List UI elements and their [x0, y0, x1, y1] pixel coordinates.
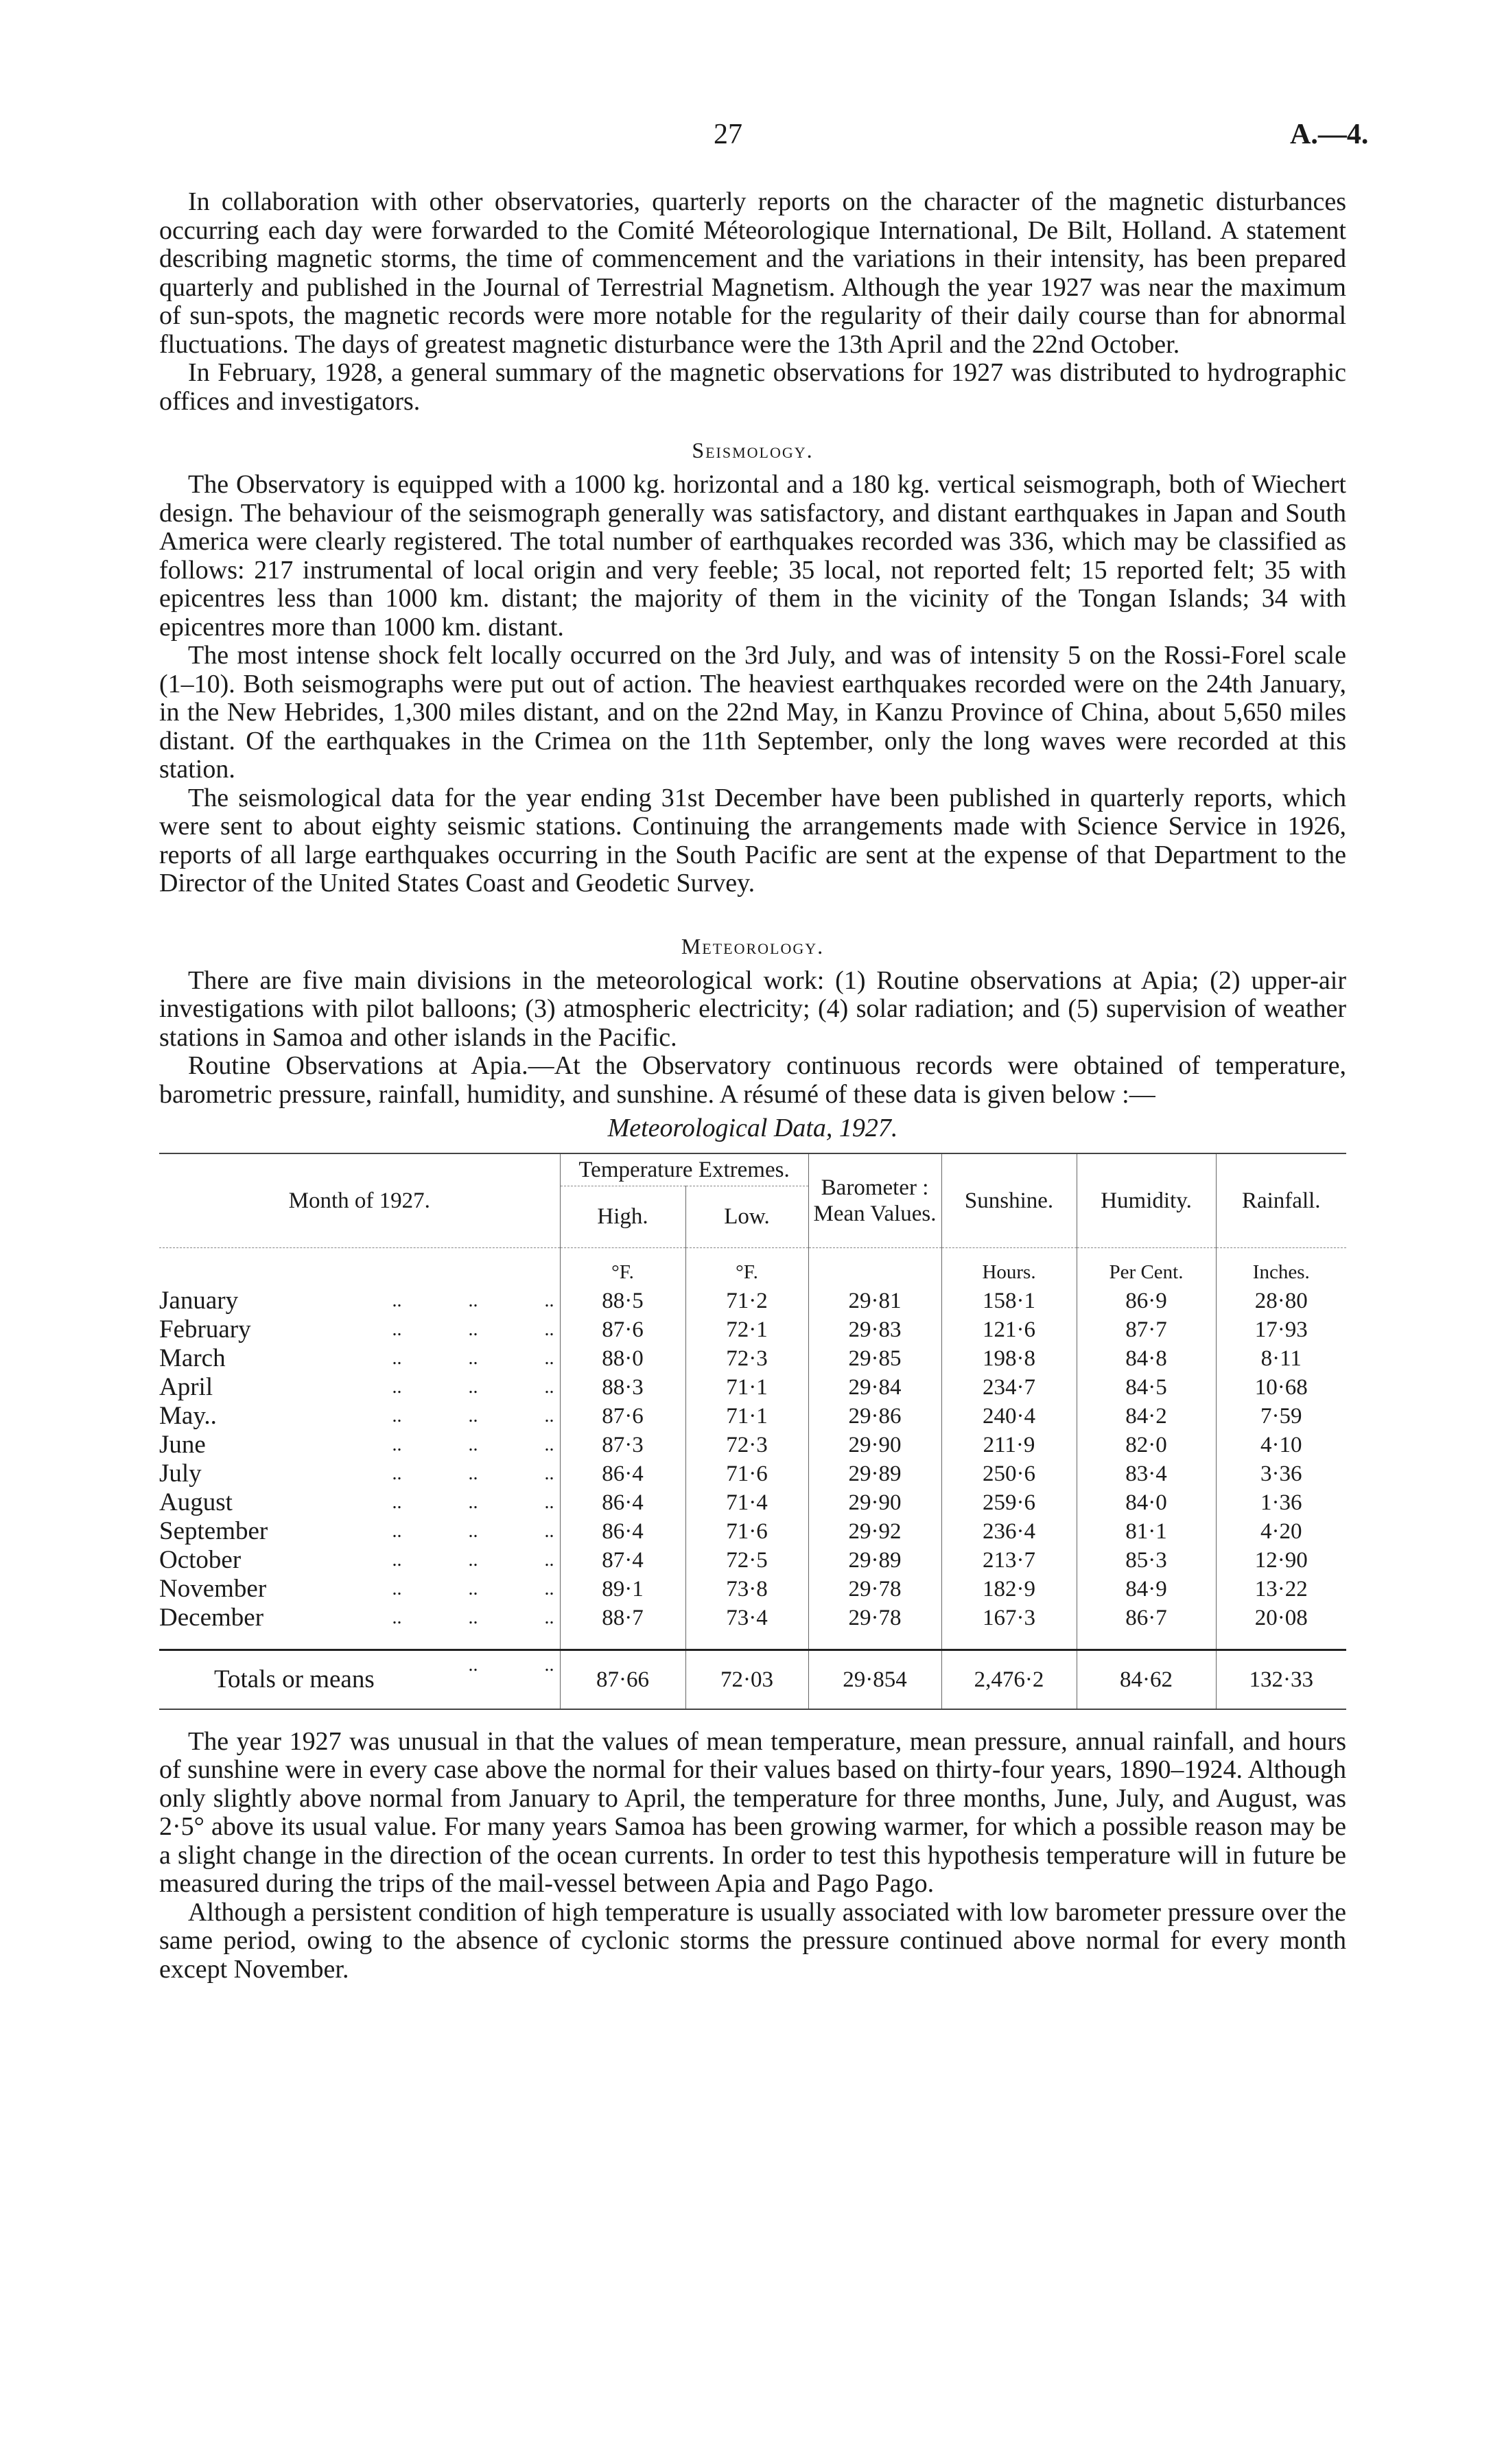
- leader-dots: .. .. ..: [392, 1577, 554, 1599]
- table-row: [159, 1373, 1346, 1402]
- unit-cell: °F.: [685, 1247, 808, 1287]
- value-cell: 84·2: [1077, 1402, 1216, 1431]
- month-label: February: [159, 1315, 251, 1344]
- value-cell: 240·4: [941, 1402, 1077, 1431]
- month-label: September: [159, 1516, 268, 1545]
- spacer-row: [159, 1632, 1346, 1650]
- value-cell: 84·8: [1077, 1344, 1216, 1373]
- value-cell: 88·3: [560, 1373, 685, 1402]
- month-cell: [159, 1575, 560, 1604]
- leader-dots: .. .. ..: [392, 1433, 554, 1455]
- value-cell: 211·9: [941, 1431, 1077, 1459]
- value-cell: 198·8: [941, 1344, 1077, 1373]
- value-cell: 87·4: [560, 1546, 685, 1575]
- value-cell: 167·3: [941, 1604, 1077, 1632]
- header-month: Month of 1927.: [288, 1188, 430, 1213]
- value-cell: 88·0: [560, 1344, 685, 1373]
- total-cell: 87·66: [560, 1650, 685, 1709]
- value-cell: 4·10: [1216, 1431, 1346, 1459]
- header-humidity: Humidity.: [1077, 1153, 1216, 1248]
- value-cell: 72·1: [685, 1315, 808, 1344]
- value-cell: 87·6: [560, 1315, 685, 1344]
- header-rainfall: Rainfall.: [1216, 1153, 1346, 1248]
- value-cell: 86·4: [560, 1459, 685, 1488]
- spacer-cell: [941, 1632, 1077, 1650]
- leader-dots: .. .. ..: [392, 1491, 554, 1513]
- leader-dots: .. ..: [468, 1654, 554, 1676]
- unit-cell: [808, 1247, 941, 1287]
- value-cell: 259·6: [941, 1488, 1077, 1517]
- value-cell: 29·83: [808, 1315, 941, 1344]
- value-cell: 87·6: [560, 1402, 685, 1431]
- month-label: August: [159, 1488, 233, 1516]
- value-cell: 71·6: [685, 1459, 808, 1488]
- document-reference: A.—4.: [1290, 119, 1369, 150]
- leader-dots: .. .. ..: [392, 1289, 554, 1311]
- value-cell: 86·9: [1077, 1287, 1216, 1315]
- paragraph: Routine Observations at Apia.—At the Observatory continuous records were obtained of temperature, barometric pressure, rainfall, humidity, and sunshine. A résumé of these data is given below :—: [159, 1051, 1346, 1109]
- leader-dots: .. .. ..: [392, 1405, 554, 1427]
- total-cell: 132·33: [1216, 1650, 1346, 1709]
- month-label: November: [159, 1574, 267, 1603]
- value-cell: 72·3: [685, 1431, 808, 1459]
- units-row: [159, 1247, 1346, 1287]
- table-row: [159, 1546, 1346, 1575]
- value-cell: 29·81: [808, 1287, 941, 1315]
- table-row: [159, 1315, 1346, 1344]
- totals-row: [159, 1650, 1346, 1709]
- value-cell: 87·3: [560, 1431, 685, 1459]
- leader-dots: .. .. ..: [392, 1318, 554, 1340]
- value-cell: 250·6: [941, 1459, 1077, 1488]
- value-cell: 72·5: [685, 1546, 808, 1575]
- value-cell: 29·78: [808, 1604, 941, 1632]
- value-cell: 85·3: [1077, 1546, 1216, 1575]
- value-cell: 10·68: [1216, 1373, 1346, 1402]
- total-cell: 29·854: [808, 1650, 941, 1709]
- value-cell: 29·85: [808, 1344, 941, 1373]
- table-row: [159, 1431, 1346, 1459]
- value-cell: 121·6: [941, 1315, 1077, 1344]
- value-cell: 12·90: [1216, 1546, 1346, 1575]
- value-cell: 71·1: [685, 1373, 808, 1402]
- value-cell: 29·92: [808, 1517, 941, 1546]
- value-cell: 84·9: [1077, 1575, 1216, 1604]
- paragraph: The Observatory is equipped with a 1000 kg. horizontal and a 180 kg. vertical seismograph, both of Wiechert design. The behaviour of the seismograph generally was satisfactory, and distant earthquakes in Japan and South America were clearly registered. The total number of earthquakes recorded was 336, which may be classified as follows: 217 instrumental of local origin and very feeble; 35 local, not reported felt; 15 reported felt; 35 with epicentres less than 1000 km. distant; the majority of them in the vicinity of the Tongan Islands; 34 with epicentres more than 1000 km. distant.: [159, 470, 1346, 642]
- value-cell: 89·1: [560, 1575, 685, 1604]
- spacer-cell: [1077, 1632, 1216, 1650]
- paragraph: There are five main divisions in the meteorological work: (1) Routine observations at Apia; (2) upper-air investigations with pilot balloons; (3) atmospheric electricity; (4) solar radiation; and (5) supervision of weather stations in Samoa and other islands in the Pacific.: [159, 965, 1346, 1052]
- value-cell: 29·90: [808, 1431, 941, 1459]
- total-cell: 72·03: [685, 1650, 808, 1709]
- value-cell: 84·0: [1077, 1488, 1216, 1517]
- value-cell: 29·84: [808, 1373, 941, 1402]
- value-cell: 8·11: [1216, 1344, 1346, 1373]
- units-spacer: [159, 1247, 560, 1287]
- totals-label: Totals or means: [214, 1665, 375, 1693]
- value-cell: 84·5: [1077, 1373, 1216, 1402]
- value-cell: 7·59: [1216, 1402, 1346, 1431]
- month-cell: [159, 1604, 560, 1632]
- value-cell: 158·1: [941, 1287, 1077, 1315]
- leader-dots: .. .. ..: [392, 1606, 554, 1628]
- value-cell: 87·7: [1077, 1315, 1216, 1344]
- value-cell: 71·6: [685, 1517, 808, 1546]
- value-cell: 71·4: [685, 1488, 808, 1517]
- table-row: [159, 1575, 1346, 1604]
- header-low: Low.: [685, 1186, 808, 1247]
- month-cell: [159, 1402, 560, 1431]
- header-high: High.: [560, 1186, 685, 1247]
- total-cell: 2,476·2: [941, 1650, 1077, 1709]
- table-row: [159, 1402, 1346, 1431]
- paragraph: The seismological data for the year ending 31st December have been published in quarterly reports, which were sent to about eighty seismic stations. Continuing the arrangements made with Science Service in 1926, reports of all large earthquakes occurring in the South Pacific are sent at the expense of that Department to the Director of the United States Coast and Geodetic Survey.: [159, 783, 1346, 897]
- month-label: March: [159, 1344, 226, 1372]
- value-cell: 29·89: [808, 1459, 941, 1488]
- value-cell: 29·86: [808, 1402, 941, 1431]
- value-cell: 20·08: [1216, 1604, 1346, 1632]
- value-cell: 86·4: [560, 1517, 685, 1546]
- value-cell: 1·36: [1216, 1488, 1346, 1517]
- value-cell: 28·80: [1216, 1287, 1346, 1315]
- paragraph: The most intense shock felt locally occurred on the 3rd July, and was of intensity 5 on the Rossi-Forel scale (1–10). Both seismographs were put out of action. The heaviest earthquakes recorded were on the 24th January, in the New Hebrides, 1,300 miles distant, and on the 22nd May, in Kanzu Province of China, about 5,650 miles distant. Of the earthquakes in the Crimea on the 11th September, only the long waves were recorded at this station.: [159, 641, 1346, 784]
- totals-label-cell: [159, 1650, 560, 1709]
- meteorological-data-table: [159, 1153, 1346, 1710]
- value-cell: 29·78: [808, 1575, 941, 1604]
- month-cell: [159, 1344, 560, 1373]
- section-heading-meteorology: Meteorology.: [681, 933, 825, 959]
- paragraph: The year 1927 was unusual in that the values of mean temperature, mean pressure, annual rainfall, and hours of sunshine were in every case above the normal for their values based on thirty-four years, 1890–1924. Although only slightly above normal from January to April, the temperature for three months, June, July, and August, was 2·5° above its usual value. For many years Samoa has been growing warmer, for which a possible reason may be a slight change in the direction of the ocean currents. In order to test this hypothesis temperature will in future be measured during the trips of the mail-vessel between Apia and Pago Pago.: [159, 1726, 1346, 1898]
- month-label: January: [159, 1286, 239, 1315]
- value-cell: 29·90: [808, 1488, 941, 1517]
- value-cell: 13·22: [1216, 1575, 1346, 1604]
- value-cell: 213·7: [941, 1546, 1077, 1575]
- value-cell: 71·1: [685, 1402, 808, 1431]
- value-cell: 29·89: [808, 1546, 941, 1575]
- month-label: July: [159, 1459, 202, 1488]
- unit-cell: Per Cent.: [1077, 1247, 1216, 1287]
- value-cell: 182·9: [941, 1575, 1077, 1604]
- leader-dots: .. .. ..: [392, 1347, 554, 1369]
- paragraph: Although a persistent condition of high temperature is usually associated with low barometer pressure over the same period, owing to the absence of cyclonic storms the pressure continued above normal for every month except November.: [159, 1897, 1346, 1984]
- leader-dots: .. .. ..: [392, 1376, 554, 1398]
- value-cell: 3·36: [1216, 1459, 1346, 1488]
- header-sunshine: Sunshine.: [941, 1153, 1077, 1248]
- leader-dots: .. .. ..: [392, 1549, 554, 1571]
- table-row: [159, 1459, 1346, 1488]
- table-row: [159, 1488, 1346, 1517]
- month-cell: [159, 1459, 560, 1488]
- value-cell: 86·4: [560, 1488, 685, 1517]
- spacer-cell: [1216, 1632, 1346, 1650]
- month-label: May..: [159, 1401, 217, 1430]
- spacer-cell: [808, 1632, 941, 1650]
- value-cell: 4·20: [1216, 1517, 1346, 1546]
- value-cell: 83·4: [1077, 1459, 1216, 1488]
- table-row: [159, 1344, 1346, 1373]
- unit-cell: Inches.: [1216, 1247, 1346, 1287]
- value-cell: 71·2: [685, 1287, 808, 1315]
- table-row: [159, 1287, 1346, 1315]
- month-cell: [159, 1546, 560, 1575]
- value-cell: 88·5: [560, 1287, 685, 1315]
- value-cell: 236·4: [941, 1517, 1077, 1546]
- month-cell: [159, 1287, 560, 1315]
- month-label: December: [159, 1603, 264, 1632]
- section-heading-seismology: Seismology.: [692, 438, 814, 462]
- table-row: [159, 1517, 1346, 1546]
- value-cell: 72·3: [685, 1344, 808, 1373]
- spacer-cell: [159, 1632, 560, 1650]
- value-cell: 73·8: [685, 1575, 808, 1604]
- leader-dots: .. .. ..: [392, 1520, 554, 1542]
- table-caption: Meteorological Data, 1927.: [607, 1114, 898, 1142]
- month-label: October: [159, 1545, 242, 1574]
- month-cell: [159, 1431, 560, 1459]
- month-cell: [159, 1373, 560, 1402]
- total-cell: 84·62: [1077, 1650, 1216, 1709]
- month-label: April: [159, 1372, 213, 1401]
- document-body: [159, 188, 1346, 1984]
- value-cell: 86·7: [1077, 1604, 1216, 1632]
- page-number: 27: [714, 119, 742, 150]
- month-cell: [159, 1517, 560, 1546]
- header-barometer: Barometer : Mean Values.: [808, 1153, 941, 1248]
- table-row: [159, 1604, 1346, 1632]
- header-temperature: Temperature Extremes.: [560, 1153, 808, 1186]
- value-cell: 234·7: [941, 1373, 1077, 1402]
- leader-dots: .. .. ..: [392, 1462, 554, 1484]
- paragraph: In collaboration with other observatories, quarterly reports on the character of the magnetic disturbances occurring each day were forwarded to the Comité Méteorologique International, De Bilt, Holland. A statement describing magnetic storms, the time of commencement and the variations in their intensity, has been prepared quarterly and published in the Journal of Terrestrial Magnetism. Although the year 1927 was near the maximum of sun-spots, the magnetic records were more notable for the regularity of their daily course than for abnormal fluctuations. The days of greatest magnetic disturbance were the 13th April and the 22nd October.: [159, 187, 1346, 359]
- value-cell: 17·93: [1216, 1315, 1346, 1344]
- unit-cell: Hours.: [941, 1247, 1077, 1287]
- value-cell: 73·4: [685, 1604, 808, 1632]
- spacer-cell: [685, 1632, 808, 1650]
- unit-cell: °F.: [560, 1247, 685, 1287]
- month-cell: [159, 1315, 560, 1344]
- value-cell: 82·0: [1077, 1431, 1216, 1459]
- month-cell: [159, 1488, 560, 1517]
- spacer-cell: [560, 1632, 685, 1650]
- month-label: June: [159, 1430, 206, 1459]
- paragraph: In February, 1928, a general summary of the magnetic observations for 1927 was distributed to hydrographic offices and investigators.: [159, 358, 1346, 416]
- value-cell: 88·7: [560, 1604, 685, 1632]
- value-cell: 81·1: [1077, 1517, 1216, 1546]
